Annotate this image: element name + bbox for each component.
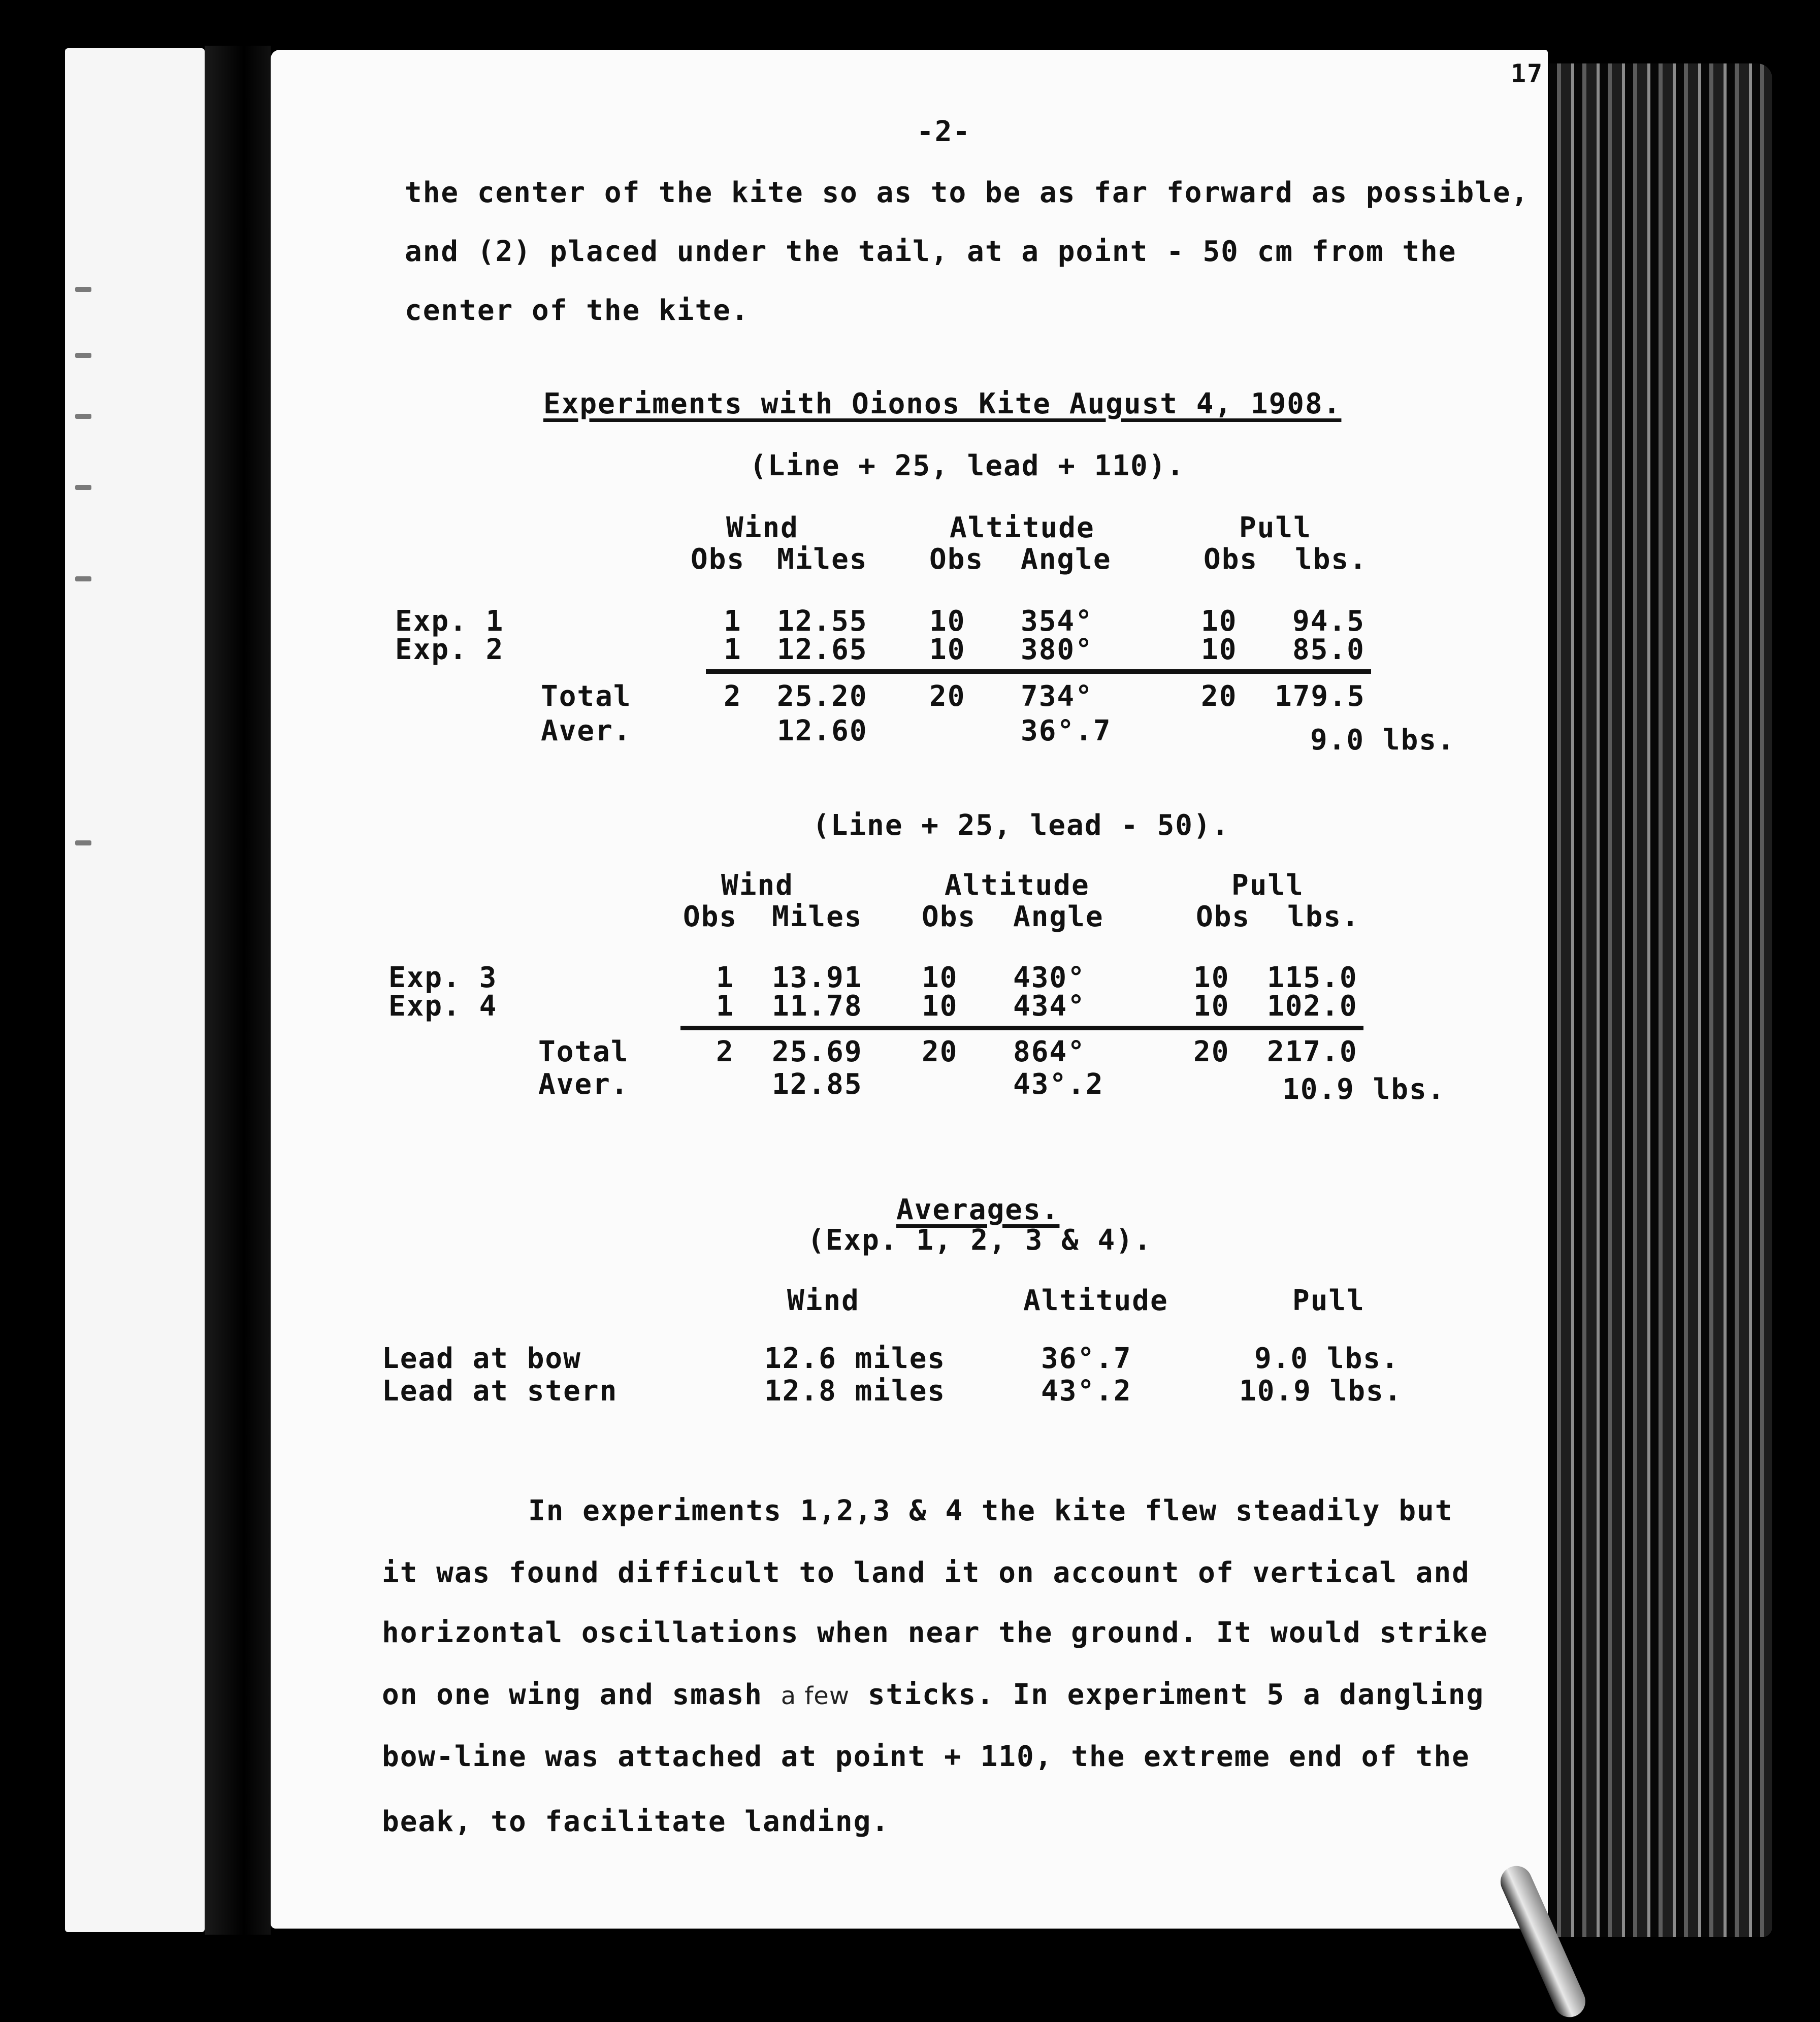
table2-cell: 1 [716, 961, 734, 994]
average-label: Aver. [541, 714, 632, 747]
table1-cell: 85.0 [1292, 633, 1365, 666]
averages-altitude: 43°.2 [1041, 1375, 1132, 1408]
averages-wind: 12.8 miles [764, 1375, 946, 1408]
table1-cell: 10 [1201, 605, 1238, 638]
averages-row-label: Lead at bow [382, 1342, 581, 1375]
paragraph-line: bow-line was attached at point + 110, the extreme end of the [382, 1740, 1470, 1773]
averages-wind: 12.6 miles [764, 1342, 946, 1375]
table2-aver-miles: 12.85 [772, 1068, 863, 1101]
table1-cell: 1 [724, 633, 742, 666]
table2-row-label: Exp. 4 [388, 990, 498, 1023]
bleed-mark [75, 287, 91, 292]
averages-header-wind: Wind [787, 1284, 860, 1317]
sum-rule [706, 669, 1371, 674]
table2-total-cell: 20 [1193, 1035, 1230, 1068]
table2-cell: 102.0 [1267, 990, 1358, 1023]
table2-cell: 11.78 [772, 990, 863, 1023]
table2-cell: 430° [1013, 961, 1086, 994]
table1-total-cell: 734° [1021, 680, 1093, 713]
table2-aver-pull: 10.9 lbs. [1282, 1073, 1446, 1106]
bleed-mark [75, 353, 91, 358]
table2-row-label: Exp. 3 [388, 961, 498, 994]
averages-subtitle: (Exp. 1, 2, 3 & 4). [807, 1224, 1152, 1257]
table2-cell: 10 [1193, 961, 1230, 994]
table1-header-pull: Pull [1239, 511, 1312, 544]
folio-number: 17 [1511, 59, 1544, 88]
paragraph-line: it was found difficult to land it on account of vertical and [382, 1556, 1470, 1589]
table1-total-cell: 20 [929, 680, 966, 713]
page-stack-edges [1549, 63, 1772, 1937]
table2-subheader: Obs [922, 900, 977, 933]
paragraph-line [382, 1678, 1485, 1711]
paragraph-line: beak, to facilitate landing. [382, 1805, 890, 1838]
table1-header-wind: Wind [726, 511, 799, 544]
table1-total-cell: 25.20 [777, 680, 868, 713]
table1-aver-angle: 36°.7 [1021, 714, 1112, 747]
table1-cell: 10 [1201, 633, 1238, 666]
table1-cell: 10 [929, 633, 966, 666]
intro-line: the center of the kite so as to be as far forward as possible, [405, 176, 1530, 209]
page-number: -2- [917, 115, 971, 148]
table1-header-altitude: Altitude [950, 511, 1095, 544]
paragraph-text: sticks. In experiment 5 a dangling [867, 1678, 1485, 1711]
table1-cell: 10 [929, 605, 966, 638]
averages-title: Averages. [896, 1193, 1060, 1226]
total-label: Total [541, 680, 632, 713]
table2-total-cell: 2 [716, 1035, 734, 1068]
average-label: Aver. [538, 1068, 629, 1101]
table2-subheader: Obs [683, 900, 738, 933]
table2-total-cell: 217.0 [1267, 1035, 1358, 1068]
table2-cell: 10 [922, 990, 958, 1023]
averages-altitude: 36°.7 [1041, 1342, 1132, 1375]
table1-aver-miles: 12.60 [777, 714, 868, 747]
table2-cell: 10 [922, 961, 958, 994]
table1-subheader: Obs [1204, 543, 1258, 576]
table1-total-cell: 20 [1201, 680, 1238, 713]
bleed-mark [75, 414, 91, 419]
table1-row-label: Exp. 1 [395, 605, 504, 638]
table2-cell: 10 [1193, 990, 1230, 1023]
table2-total-cell: 25.69 [772, 1035, 863, 1068]
table1-cell: 12.55 [777, 605, 868, 638]
table1-cell: 12.65 [777, 633, 868, 666]
table2-subheader: Angle [1013, 900, 1104, 933]
table2-header-altitude: Altitude [945, 869, 1090, 902]
intro-line: and (2) placed under the tail, at a point - 50 cm from the [405, 235, 1457, 268]
sum-rule [680, 1026, 1363, 1030]
table1-subheader: Angle [1021, 543, 1112, 576]
table1-subheader: Obs [929, 543, 984, 576]
section-heading: Experiments with Oionos Kite August 4, 1908. [543, 387, 1342, 420]
table1-cell: 94.5 [1292, 605, 1365, 638]
handwritten-insertion: a few [781, 1682, 850, 1710]
table2-subheader: Obs [1196, 900, 1251, 933]
bleed-mark [75, 485, 91, 490]
table2-aver-angle: 43°.2 [1013, 1068, 1104, 1101]
table2-header-wind: Wind [721, 869, 794, 902]
table2-subheader: Miles [772, 900, 863, 933]
table1-cell: 1 [724, 605, 742, 638]
table1-subheader: Obs [691, 543, 745, 576]
table2-cell: 1 [716, 990, 734, 1023]
table2-subtitle: (Line + 25, lead - 50). [812, 809, 1230, 842]
table1-subheader: Miles [777, 543, 868, 576]
table2-total-cell: 864° [1013, 1035, 1086, 1068]
table1-cell: 380° [1021, 633, 1093, 666]
averages-header-pull: Pull [1292, 1284, 1365, 1317]
paragraph-text: on one wing and smash [382, 1678, 763, 1711]
table2-subheader: lbs. [1287, 900, 1360, 933]
table1-subheader: lbs. [1295, 543, 1368, 576]
averages-pull: 10.9 lbs. [1239, 1375, 1403, 1408]
table2-cell: 115.0 [1267, 961, 1358, 994]
total-label: Total [538, 1035, 629, 1068]
table2-cell: 434° [1013, 990, 1086, 1023]
averages-row-label: Lead at stern [382, 1375, 618, 1408]
table1-total-cell: 2 [724, 680, 742, 713]
table1-row-label: Exp. 2 [395, 633, 504, 666]
bleed-mark [75, 840, 91, 845]
table2-header-pull: Pull [1231, 869, 1304, 902]
left-page-edge [65, 48, 205, 1932]
averages-pull: 9.0 lbs. [1254, 1342, 1400, 1375]
table2-cell: 13.91 [772, 961, 863, 994]
book-spine [205, 46, 271, 1935]
table1-total-cell: 179.5 [1275, 680, 1366, 713]
table1-aver-pull: 9.0 lbs. [1310, 724, 1455, 757]
paragraph-line: In experiments 1,2,3 & 4 the kite flew steadily but [528, 1494, 1453, 1527]
table1-subtitle: (Line + 25, lead + 110). [750, 449, 1185, 482]
paragraph-line: horizontal oscillations when near the ground. It would strike [382, 1616, 1488, 1649]
table1-cell: 354° [1021, 605, 1093, 638]
bleed-mark [75, 576, 91, 581]
intro-line: center of the kite. [405, 294, 750, 327]
averages-header-altitude: Altitude [1023, 1284, 1168, 1317]
table2-total-cell: 20 [922, 1035, 958, 1068]
